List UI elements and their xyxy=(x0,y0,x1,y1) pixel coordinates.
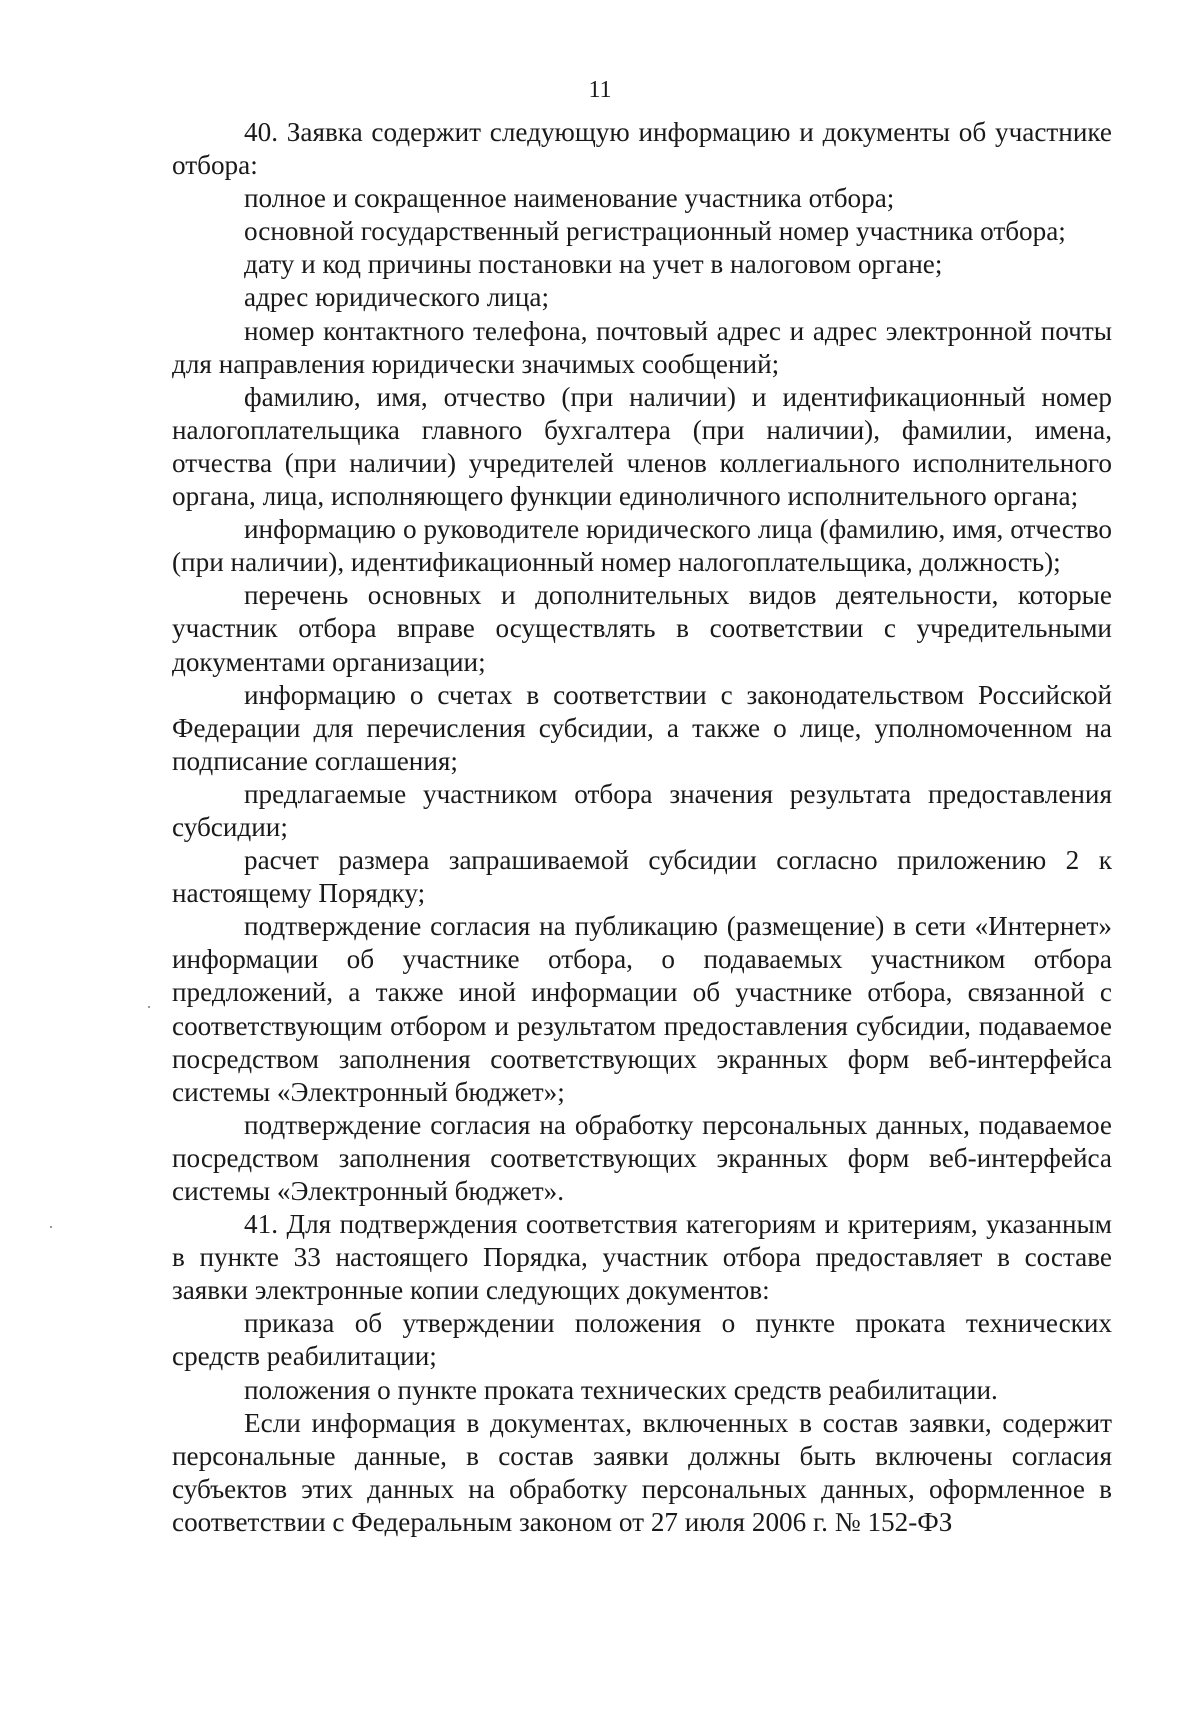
list-item: информацию о счетах в соответствии с законодательством Российской Федерации для перечисления субсидии, а также о лице, уполномоченном на подписание соглашения; xyxy=(172,679,1112,776)
list-item: перечень основных и дополнительных видов деятельности, которые участник отбора вправе осуществлять в соответствии с учредительными документами организации; xyxy=(172,580,1112,677)
list-item: адрес юридического лица; xyxy=(244,282,549,313)
list-item: номер контактного телефона, почтовый адрес и адрес электронной почты для направления юридически значимых сообщений; xyxy=(172,315,1112,379)
list-item: фамилию, имя, отчество (при наличии) и идентификационный номер налогоплательщика главного бухгалтера (при наличии), фамилии, имена, отчества (при наличии) учредителей членов коллегиального исполнительного органа, лица, исполняющего функции единоличного исполнительного органа; xyxy=(172,381,1112,512)
list-item: дату и код причины постановки на учет в налоговом органе; xyxy=(244,249,943,280)
list-item: подтверждение согласия на обработку персональных данных, подаваемое посредством заполнения соответствующих экранных форм веб-интерфейса системы «Электронный бюджет». xyxy=(172,1109,1112,1206)
list-item: информацию о руководителе юридического лица (фамилию, имя, отчество (при наличии), идентификационный номер налогоплательщика, должность); xyxy=(172,514,1112,578)
list-item: расчет размера запрашиваемой субсидии согласно приложению 2 к настоящему Порядку; xyxy=(172,845,1112,909)
document-body xyxy=(172,116,1112,1539)
paragraph-item-41-intro: 41. Для подтверждения соответствия категориям и критериям, указанным в пункте 33 настоящего Порядка, участник отбора предоставляет в составе заявки электронные копии следующих документов: xyxy=(172,1209,1112,1306)
paragraph-item-40-intro: 40. Заявка содержит следующую информацию и документы об участнике отбора: xyxy=(172,117,1112,181)
list-item: подтверждение согласия на публикацию (размещение) в сети «Интернет» информации об участнике отбора, о подаваемых участником отбора предложений, а также иной информации об участнике отбора, связанной с соответствующим отбором и результатом предоставления субсидии, подаваемое посредством заполнения соответствующих экранных форм веб-интерфейса системы «Электронный бюджет»; xyxy=(172,911,1112,1107)
list-item: приказа об утверждении положения о пункте проката технических средств реабилитации; xyxy=(172,1308,1112,1372)
list-item: положения о пункте проката технических средств реабилитации. xyxy=(244,1374,998,1405)
page-number: 11 xyxy=(588,77,612,103)
scan-speck xyxy=(50,1226,52,1228)
list-item: полное и сокращенное наименование участника отбора; xyxy=(244,183,895,214)
list-item: основной государственный регистрационный номер участника отбора; xyxy=(244,216,1066,247)
list-item: предлагаемые участником отбора значения результата предоставления субсидии; xyxy=(172,778,1112,842)
scan-speck xyxy=(148,1006,150,1008)
paragraph-personal-data: Если информация в документах, включенных в состав заявки, содержит персональные данные, в состав заявки должны быть включены согласия субъектов этих данных на обработку персональных данных, оформленное в соответствии с Федеральным законом от 27 июля 2006 г. № 152-ФЗ xyxy=(172,1407,1112,1537)
